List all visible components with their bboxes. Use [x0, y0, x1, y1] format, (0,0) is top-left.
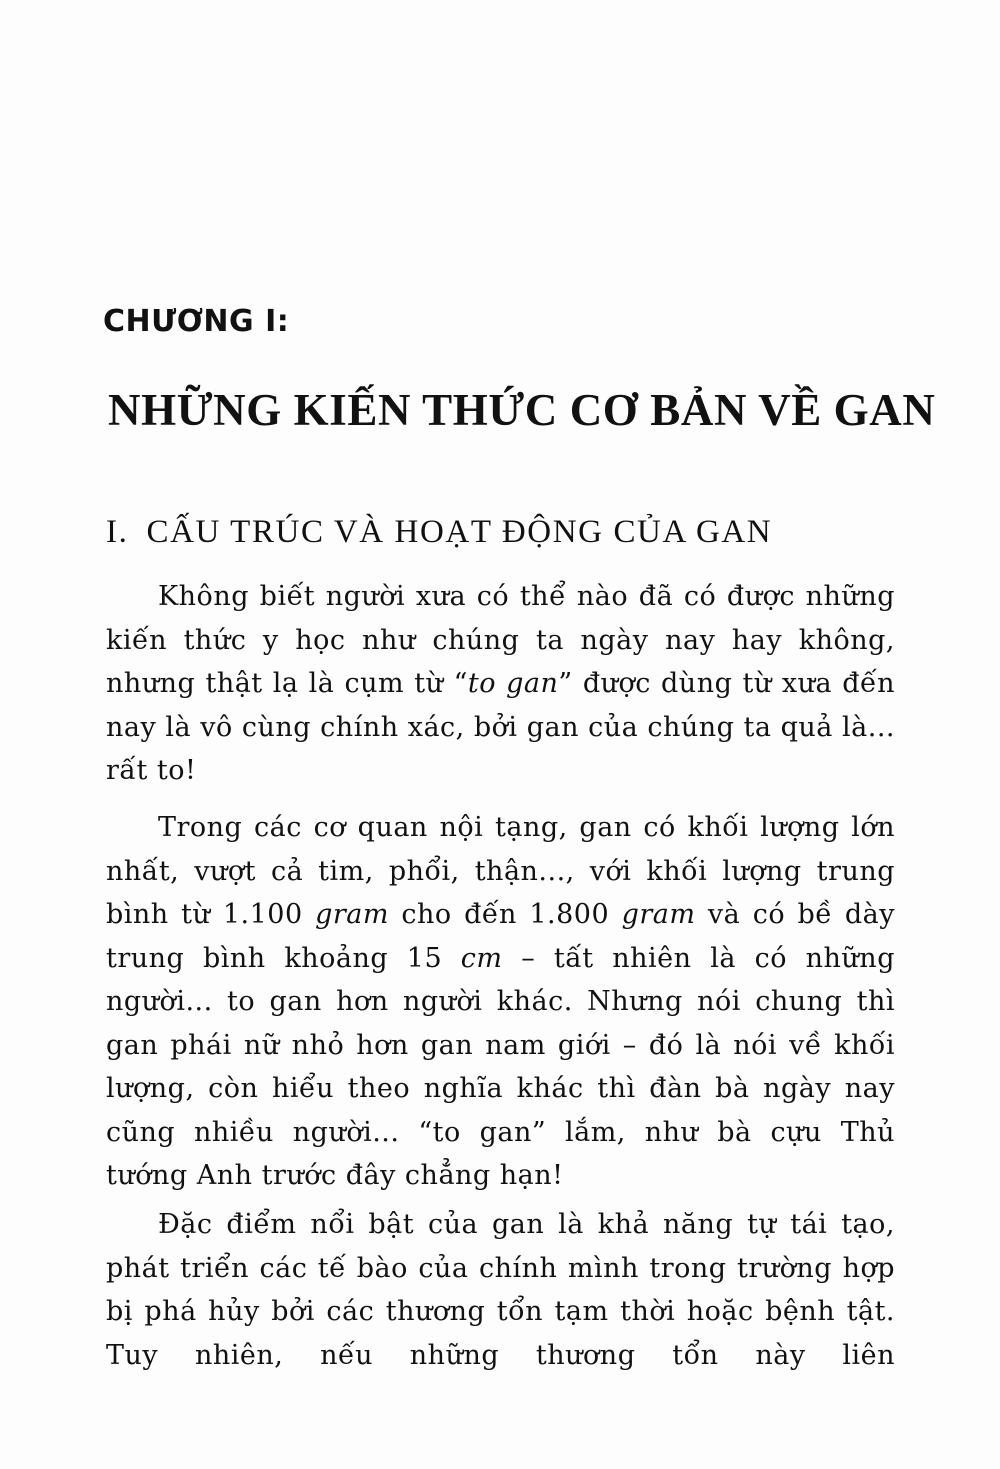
italic-unit: gram	[315, 899, 389, 930]
paragraph-2	[106, 806, 895, 1198]
section-title: CẤU TRÚC VÀ HOẠT ĐỘNG CỦA GAN	[146, 514, 773, 550]
paragraph-1	[106, 575, 895, 793]
paragraph-text: và có bề dày trung bình khoảng 15	[106, 899, 895, 974]
italic-unit: cm	[460, 942, 503, 974]
paragraph-text: Đặc điểm nổi bật của gan là khả năng tự tái tạo, phát triển các tế bào của chính mình trong trường hợp bị phá hủy bởi các thương tổn tạm thời hoặc bệnh tật. Tuy nhiên, nếu những thương tổn này liên	[106, 1209, 895, 1371]
paragraph-text: ” được dùng từ xưa đến nay là vô cùng chính xác, bởi gan của chúng ta quả là... rất to!	[106, 668, 895, 786]
paragraph-text: Trong các cơ quan nội tạng, gan có khối lượng lớn nhất, vượt cả tim, phổi, thận..., với khối lượng trung bình từ 1.100	[106, 812, 895, 930]
paragraph-text: Không biết người xưa có thể nào đã có được những kiến thức y học như chúng ta ngày nay hay không, nhưng thật lạ là cụm từ “	[106, 581, 895, 699]
paragraph-text: – tất nhiên là có những người... to gan hơn người khác. Nhưng nói chung thì gan phái nữ nhỏ hơn gan nam giới – đó là nói về khối lượng, còn hiểu theo nghĩa khác thì đàn bà ngày nay cũng nhiều người... “to gan” lắm, như bà cựu Thủ tướng Anh trước đây chẳng hạn!	[106, 942, 895, 1191]
section-heading	[106, 510, 772, 554]
chapter-label: CHƯƠNG I:	[103, 304, 290, 339]
section-number: I.	[106, 514, 129, 550]
italic-unit: gram	[621, 899, 696, 930]
italic-term: to gan	[467, 668, 559, 699]
chapter-title: NHỮNG KIẾN THỨC CƠ BẢN VỀ GAN	[108, 385, 936, 435]
paragraph-3	[106, 1203, 895, 1377]
paragraph-text: cho đến 1.800	[388, 899, 622, 930]
